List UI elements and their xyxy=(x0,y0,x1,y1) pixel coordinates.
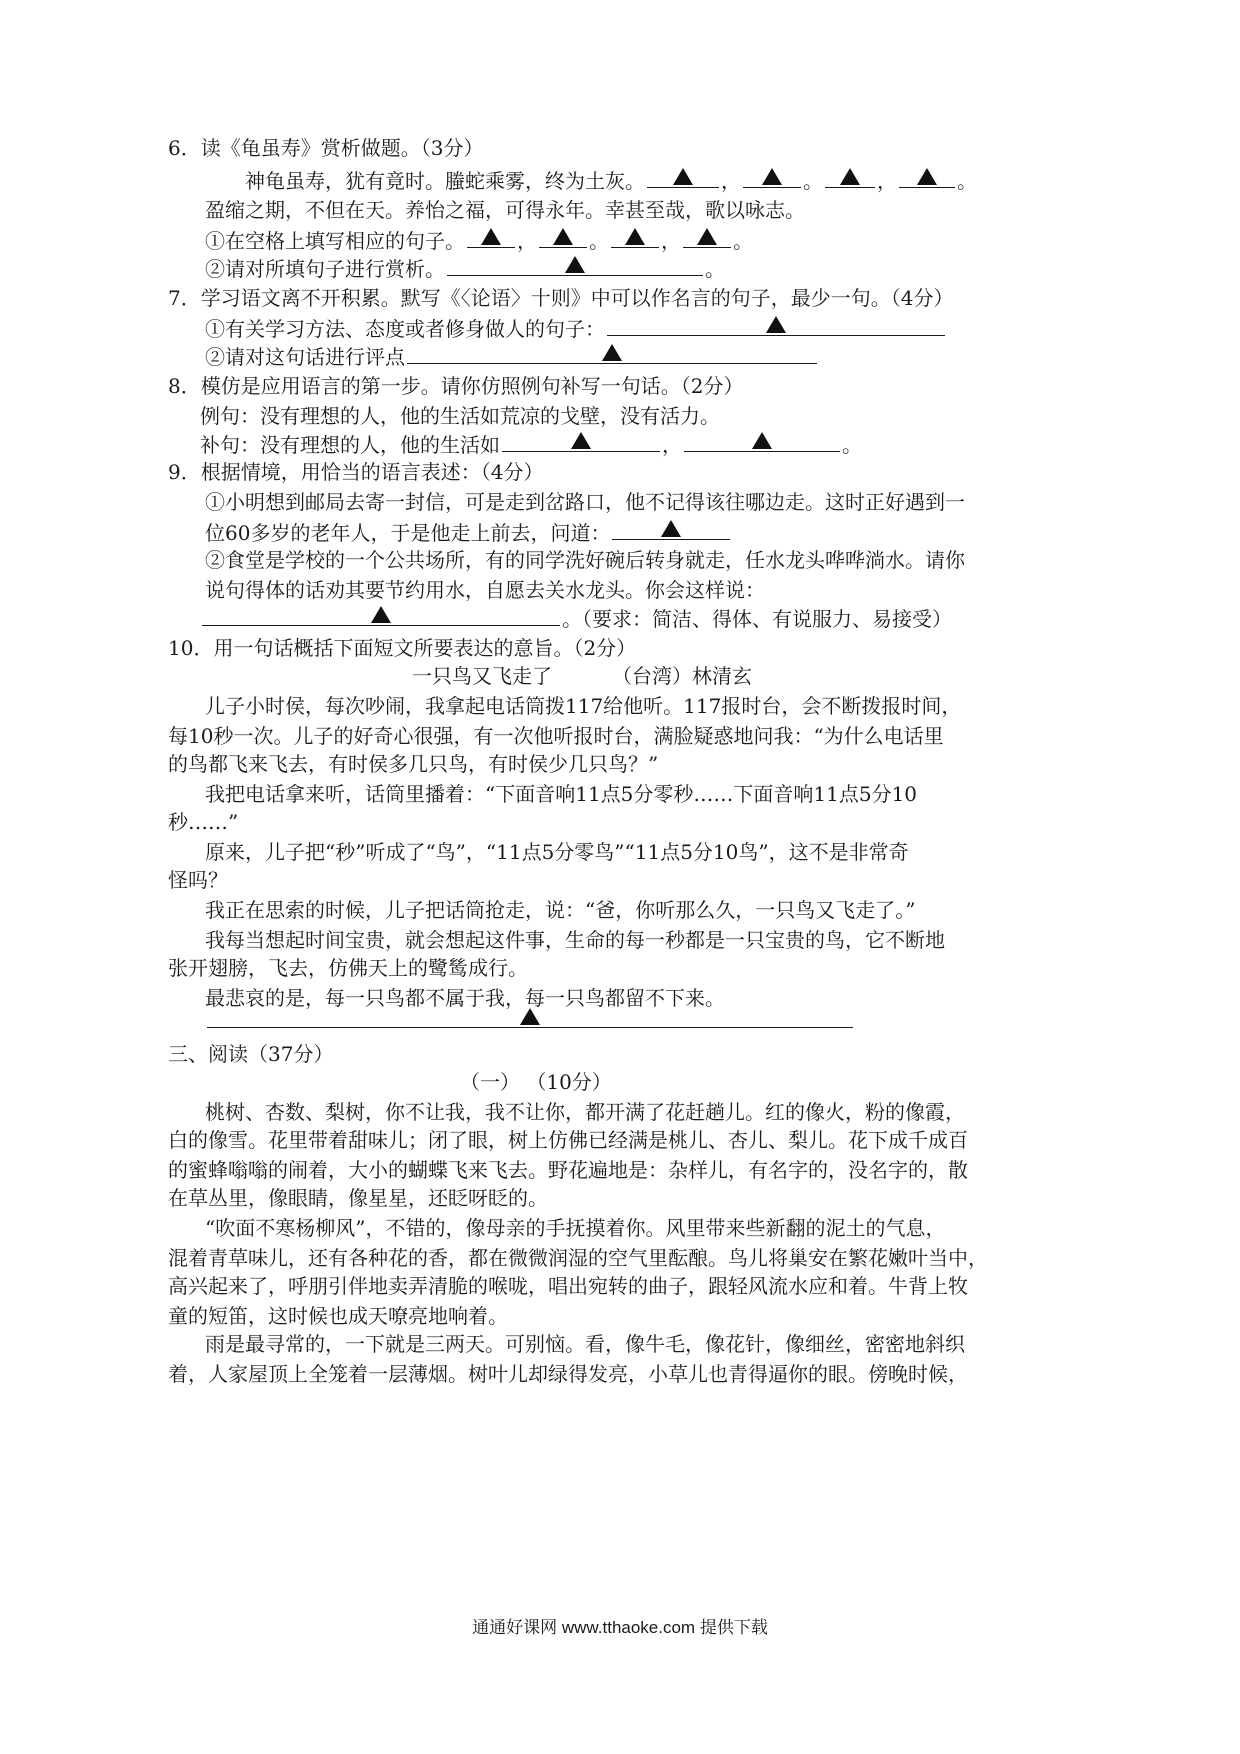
q6-poem-text-1: 神龟虽寿，犹有竟时。螣蛇乘雾，终为土灰。 xyxy=(245,169,645,193)
section3-part-heading: （一） （10分） xyxy=(460,1070,612,1094)
triangle-icon xyxy=(840,168,860,185)
q6-title: 6．读《龟虽寿》赏析做题。（3分） xyxy=(168,136,484,160)
q10-paragraph-line: 张开翅膀，飞去，仿佛天上的鹭鸶成行。 xyxy=(168,956,528,980)
passage-line: 白的像雪。花里带着甜味儿；闭了眼，树上仿佛已经满是桃儿、杏儿、梨儿。花下成千成百 xyxy=(168,1128,968,1152)
q6-sub1-text: ①在空格上填写相应的句子。 xyxy=(205,229,465,253)
section3-title: 三、阅读（37分） xyxy=(168,1042,334,1066)
q10-paragraph-line: 每10秒一次。儿子的好奇心很强，有一次他听报时台，满脸疑惑地问我：“为什么电话里 xyxy=(168,724,944,748)
q10-article-title: 一只鸟又飞走了 xyxy=(412,664,552,688)
passage-line: 童的短笛，这时候也成天嘹亮地响着。 xyxy=(168,1304,508,1328)
q7-sub-question-1 xyxy=(205,313,947,343)
passage-line: 着，人家屋顶上全笼着一层薄烟。树叶儿却绿得发亮，小草儿也青得逼你的眼。傍晚时候， xyxy=(168,1362,968,1386)
period-separator: 。 xyxy=(842,433,862,457)
q6-sub1-blank-4[interactable] xyxy=(683,225,731,248)
q10-paragraph-line: 最悲哀的是，每一只鸟都不属于我，每一只鸟都留不下来。 xyxy=(205,986,725,1010)
q7-sub2-text: ②请对这句话进行评点 xyxy=(205,345,405,369)
q10-paragraph-line: 我正在思索的时候，儿子把话筒抢走，说：“爸，你听那么久，一只鸟又飞走了。” xyxy=(205,898,916,922)
q9-answer-blank-2[interactable] xyxy=(202,603,560,626)
q6-answer-blank-2[interactable] xyxy=(743,165,801,188)
q9-answer-blank-1[interactable] xyxy=(612,517,730,540)
comma-separator: ， xyxy=(661,229,681,253)
period-separator: 。 xyxy=(589,229,609,253)
q10-article-author: （台湾）林清玄 xyxy=(612,664,752,688)
q6-answer-blank-4[interactable] xyxy=(899,165,955,188)
q6-answer-blank-1[interactable] xyxy=(647,165,719,188)
q6-sub1-blank-2[interactable] xyxy=(539,225,587,248)
triangle-icon xyxy=(673,168,693,185)
q9-situation-1-line-1: ①小明想到邮局去寄一封信，可是走到岔路口，他不记得该往哪边走。这时正好遇到一 xyxy=(205,490,965,514)
comma-separator: ， xyxy=(517,229,537,253)
q10-paragraph-line: 秒……” xyxy=(168,810,239,834)
period-separator: 。 xyxy=(705,257,725,281)
triangle-icon xyxy=(762,168,782,185)
q10-title: 10．用一句话概括下面短文所要表达的意旨。（2分） xyxy=(168,636,637,660)
triangle-icon xyxy=(371,606,391,623)
q9-situation-2-line-2: 说句得体的话劝其要节约用水，自愿去关水龙头。你会这样说： xyxy=(205,578,765,602)
page-footer: 通通好课网 www.tthaoke.com 提供下载 xyxy=(472,1618,768,1637)
period-separator: 。 xyxy=(803,169,823,193)
q6-poem-line-1 xyxy=(245,165,977,195)
triangle-icon xyxy=(697,228,717,245)
q10-paragraph-line: 原来，儿子把“秒”听成了“鸟”，“11点5分零鸟”“11点5分10鸟”，这不是非常奇 xyxy=(205,840,909,864)
q10-paragraph-line: 儿子小时侯，每次吵闹，我拿起电话筒拨117给他听。117报时台，会不断拨报时间， xyxy=(205,694,962,718)
q8-answer-blank-2[interactable] xyxy=(684,429,840,452)
passage-line: 在草丛里，像眼睛，像星星，还眨呀眨的。 xyxy=(168,1186,548,1210)
passage-line: 桃树、杏数、梨树，你不让我，我不让你，都开满了花赶趟儿。红的像火，粉的像霞， xyxy=(205,1100,965,1124)
period-separator: 。 xyxy=(733,229,753,253)
triangle-icon xyxy=(752,432,772,449)
q10-answer-blank[interactable] xyxy=(207,1005,853,1028)
q6-sub1-blank-3[interactable] xyxy=(611,225,659,248)
triangle-icon xyxy=(571,432,591,449)
q7-sub2-answer-blank[interactable] xyxy=(407,341,817,364)
triangle-icon xyxy=(602,344,622,361)
triangle-icon xyxy=(565,256,585,273)
triangle-icon xyxy=(766,316,786,333)
q9-s1-text: 位60多岁的老年人，于是他走上前去，问道： xyxy=(205,521,611,545)
passage-line: 高兴起来了，呼朋引伴地卖弄清脆的喉咙，唱出宛转的曲子，跟轻风流水应和着。牛背上牧 xyxy=(168,1274,968,1298)
q8-fill-line xyxy=(200,429,862,459)
q6-sub-question-1 xyxy=(205,225,753,255)
passage-line: 的蜜蜂嗡嗡的闹着，大小的蝴蝶飞来飞去。野花遍地是：杂样儿，有名字的，没名字的，散 xyxy=(168,1158,968,1182)
triangle-icon xyxy=(553,228,573,245)
comma-separator: ， xyxy=(721,169,741,193)
q9-situation-1-line-2 xyxy=(205,517,732,547)
q10-paragraph-line: 怪吗？ xyxy=(168,868,228,892)
q6-answer-blank-3[interactable] xyxy=(825,165,875,188)
q6-sub-question-2 xyxy=(205,253,725,283)
q6-poem-line-2: 盈缩之期，不但在天。养怡之福，可得永年。幸甚至哉，歌以咏志。 xyxy=(205,198,805,222)
triangle-icon xyxy=(661,520,681,537)
triangle-icon xyxy=(520,1008,540,1025)
q9-answer-line xyxy=(200,603,952,633)
period-separator: 。 xyxy=(957,169,977,193)
q8-answer-blank-1[interactable] xyxy=(502,429,660,452)
q7-sub-question-2 xyxy=(205,341,819,371)
q9-situation-2-line-1: ②食堂是学校的一个公共场所，有的同学洗好碗后转身就走，任水龙头哗哗淌水。请你 xyxy=(205,548,965,572)
triangle-icon xyxy=(481,228,501,245)
passage-line: “吹面不寒杨柳风”，不错的，像母亲的手抚摸着你。风里带来些新翻的泥土的气息， xyxy=(205,1216,946,1240)
passage-line: 雨是最寻常的，一下就是三两天。可别恼。看，像牛毛，像花针，像细丝，密密地斜织 xyxy=(205,1332,965,1356)
q10-paragraph-line: 我每当想起时间宝贵，就会想起这件事，生命的每一秒都是一只宝贵的鸟，它不断地 xyxy=(205,928,945,952)
q10-paragraph-line: 的鸟都飞来飞去，有时侯多几只鸟，有时侯少几只鸟？” xyxy=(168,752,659,776)
q9-requirement-text: 。（要求：简洁、得体、有说服力、易接受） xyxy=(562,607,952,631)
q7-title: 7．学习语文离不开积累。默写《〈论语〉十则》中可以作名言的句子，最少一句。（4分） xyxy=(168,286,954,310)
q6-sub1-blank-1[interactable] xyxy=(467,225,515,248)
q6-sub2-answer-blank[interactable] xyxy=(447,253,703,276)
triangle-icon xyxy=(625,228,645,245)
comma-separator: ， xyxy=(662,433,682,457)
q10-paragraph-line: 我把电话拿来听，话筒里播着：“下面音响11点5分零秒……下面音响11点5分10 xyxy=(205,782,918,806)
comma-separator: ， xyxy=(877,169,897,193)
triangle-icon xyxy=(917,168,937,185)
q6-sub2-text: ②请对所填句子进行赏析。 xyxy=(205,257,445,281)
q9-title: 9．根据情境，用恰当的语言表述：（4分） xyxy=(168,460,544,484)
q8-example: 例句：没有理想的人，他的生活如荒凉的戈壁，没有活力。 xyxy=(200,404,720,428)
q10-answer-line xyxy=(205,1005,855,1035)
q7-sub1-answer-blank[interactable] xyxy=(607,313,945,336)
q8-fill-text: 补句：没有理想的人，他的生活如 xyxy=(200,433,500,457)
q8-title: 8．模仿是应用语言的第一步。请你仿照例句补写一句话。（2分） xyxy=(168,374,744,398)
passage-line: 混着青草味儿，还有各种花的香，都在微微润湿的空气里酝酿。鸟儿将巢安在繁花嫩叶当中， xyxy=(168,1246,988,1270)
q7-sub1-text: ①有关学习方法、态度或者修身做人的句子： xyxy=(205,317,605,341)
